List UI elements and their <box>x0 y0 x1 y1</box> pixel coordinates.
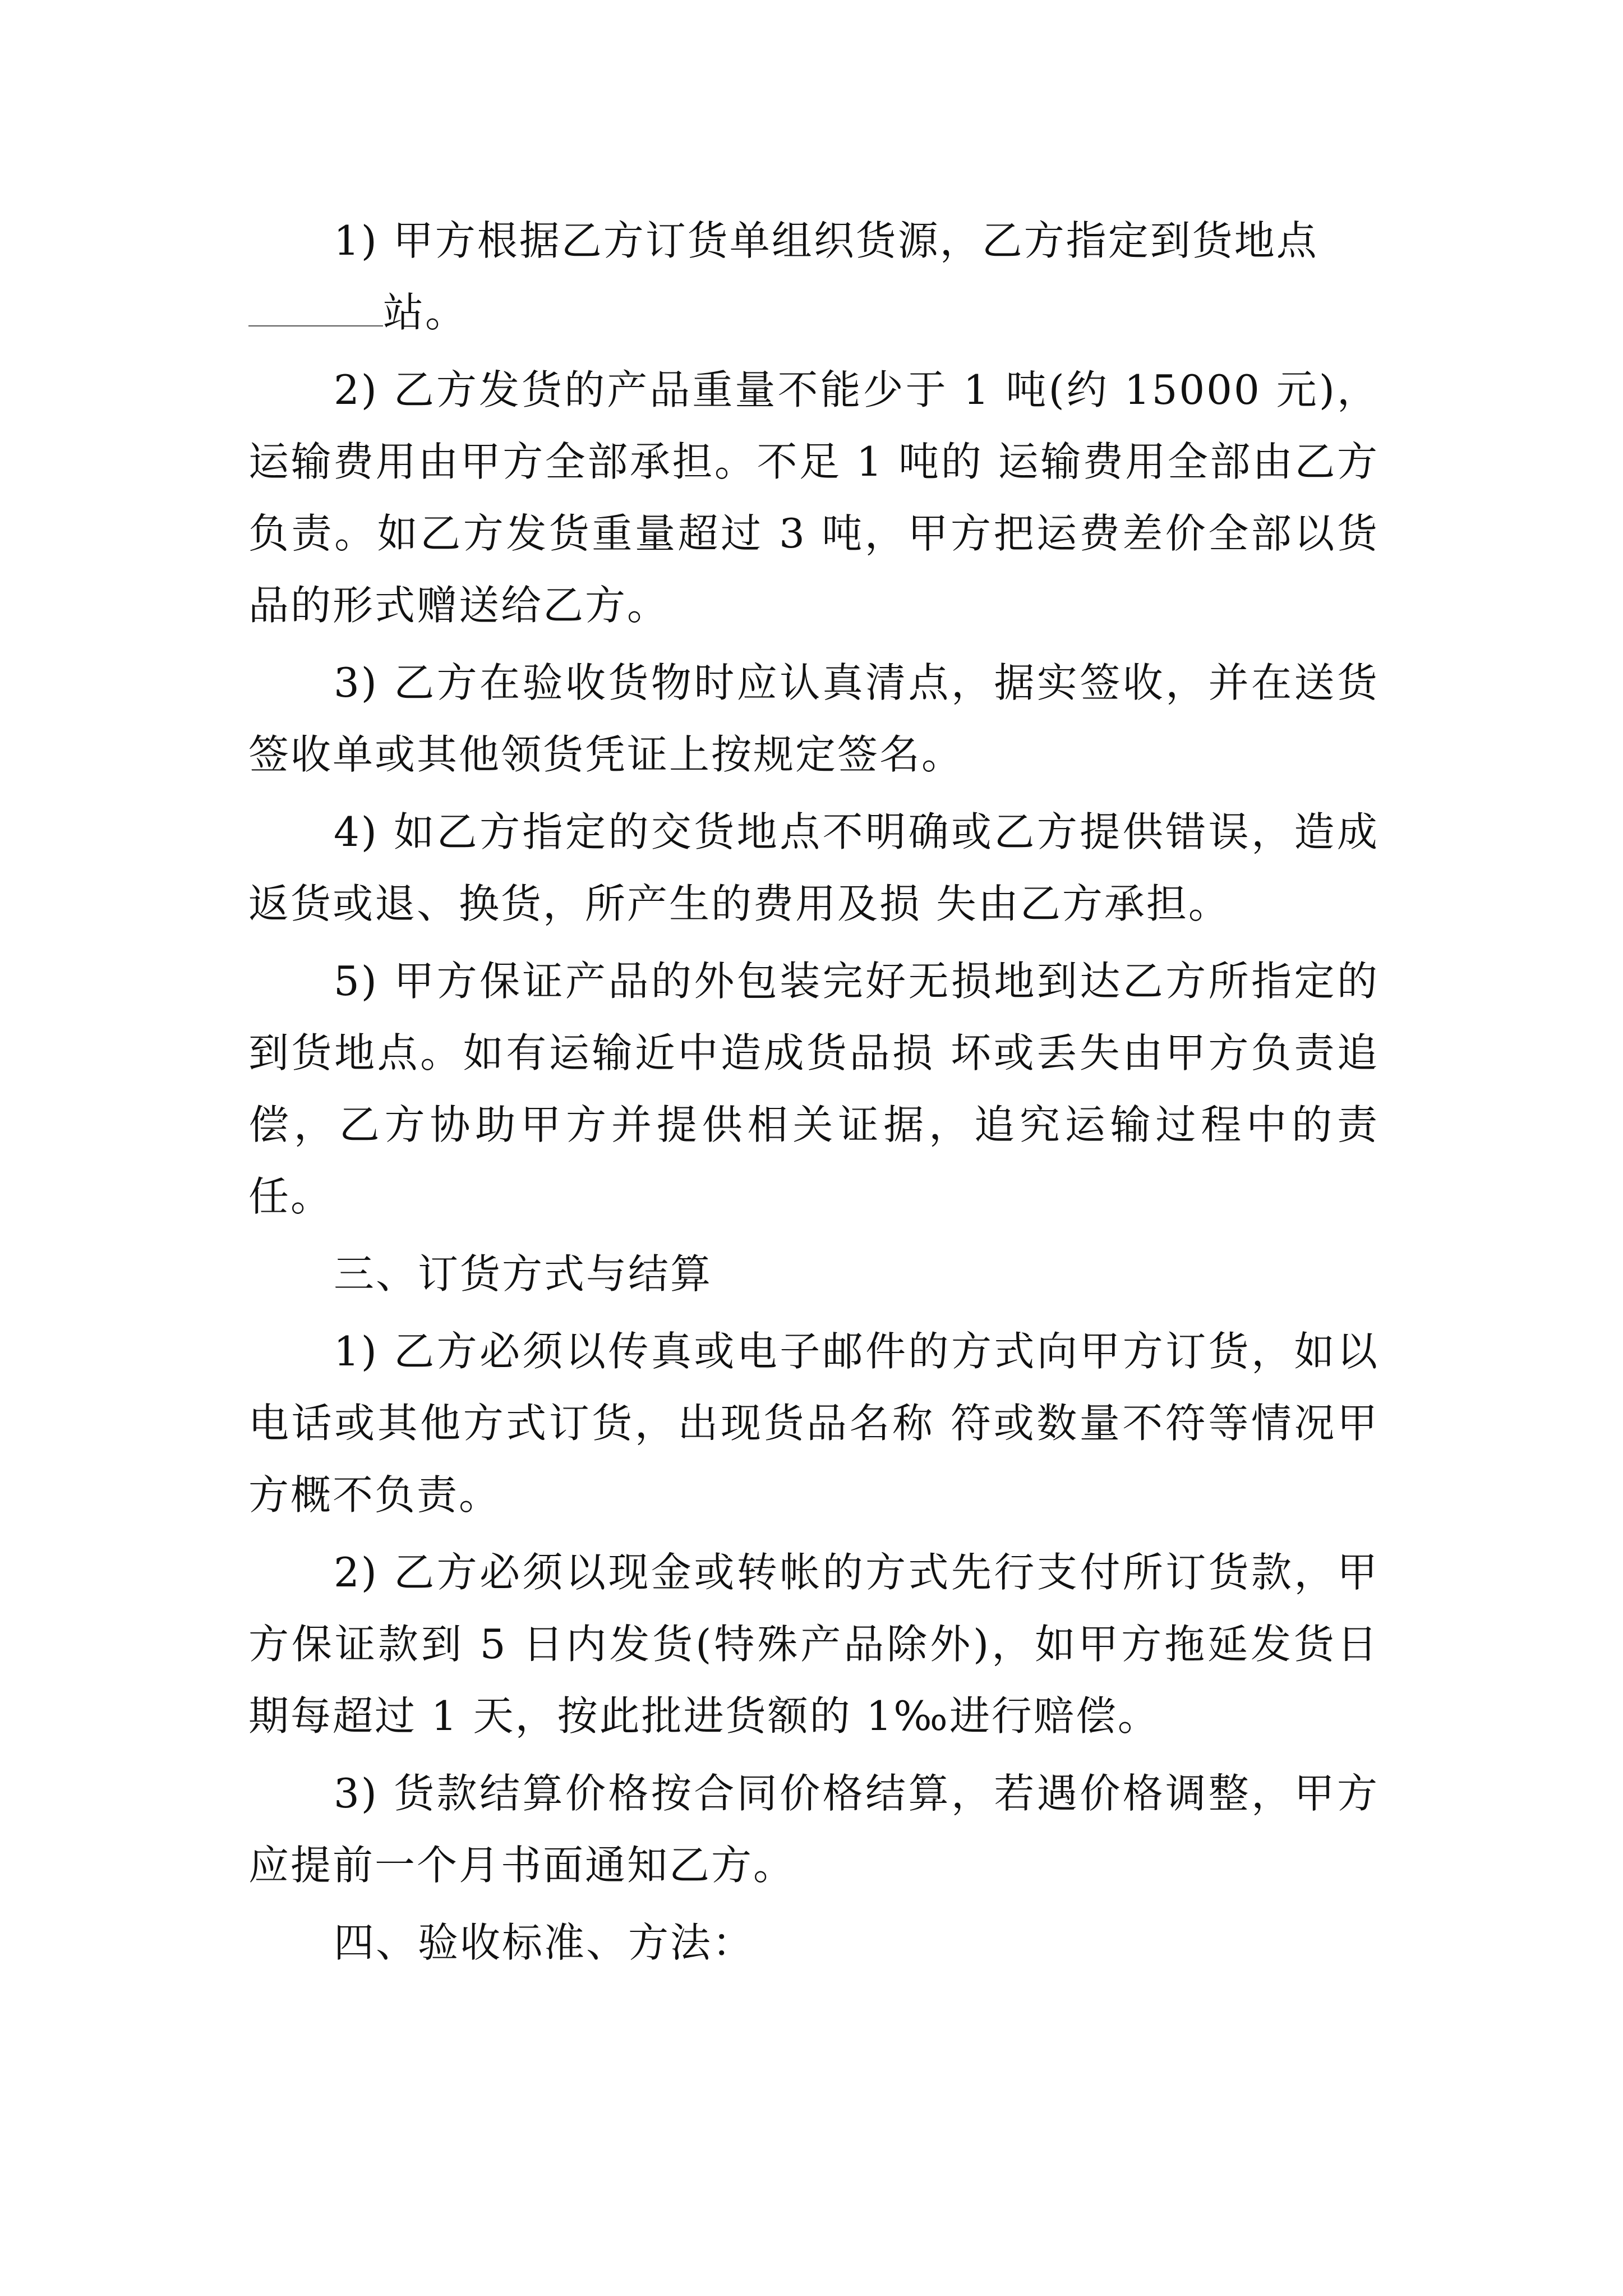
station-blank-field <box>248 286 383 326</box>
clause-text-end: 站。 <box>383 289 468 336</box>
section-heading-acceptance: 四、验收标准、方法： <box>334 1919 755 1966</box>
clause-text: 甲方根据乙方订货单组织货源，乙方指定到货地点 <box>393 217 1318 264</box>
paragraph-packaging-guarantee: 5) 甲方保证产品的外包装完好无损地到达乙方所指定的到货地点。如有运输近中造成货品损 坏或丢失由甲方负责追偿，乙方协助甲方并提供相关证据，追究运输过程中的责任。 <box>248 958 1379 1220</box>
paragraph-address-error: 4) 如乙方指定的交货地点不明确或乙方提供错误，造成返货或退、换货，所产生的费用及损 失由乙方承担。 <box>248 808 1379 927</box>
section-heading-ordering: 三、订货方式与结算 <box>334 1250 713 1297</box>
paragraph-price-settlement: 3) 货款结算价格按合同价格结算，若遇价格调整，甲方应提前一个月书面通知乙方。 <box>248 1770 1379 1889</box>
paragraph-payment: 2) 乙方必须以现金或转帐的方式先行支付所订货款，甲方保证款到 5 日内发货(特殊产品除外)，如甲方拖延发货日期每超过 1 天，按此批进货额的 1‰进行赔偿。 <box>248 1549 1379 1740</box>
paragraph-shipping-weight: 2) 乙方发货的产品重量不能少于 1 吨(约 15000 元)，运输费用由甲方全部承担。不足 1 吨的 运输费用全部由乙方负责。如乙方发货重量超过 3 吨，甲方把运费差价全部以货品的形式赠送给乙方。 <box>248 366 1379 629</box>
paragraph-delivery-point <box>248 205 1379 348</box>
paragraph-inspection-signing: 3) 乙方在验收货物时应认真清点，据实签收，并在送货签收单或其他领货凭证上按规定签名。 <box>248 659 1379 778</box>
document-body <box>248 205 1379 1984</box>
clause-number: 1) <box>334 217 379 264</box>
paragraph-order-method: 1) 乙方必须以传真或电子邮件的方式向甲方订货，如以电话或其他方式订货，出现货品名称 符或数量不符等情况甲方概不负责。 <box>248 1328 1379 1519</box>
